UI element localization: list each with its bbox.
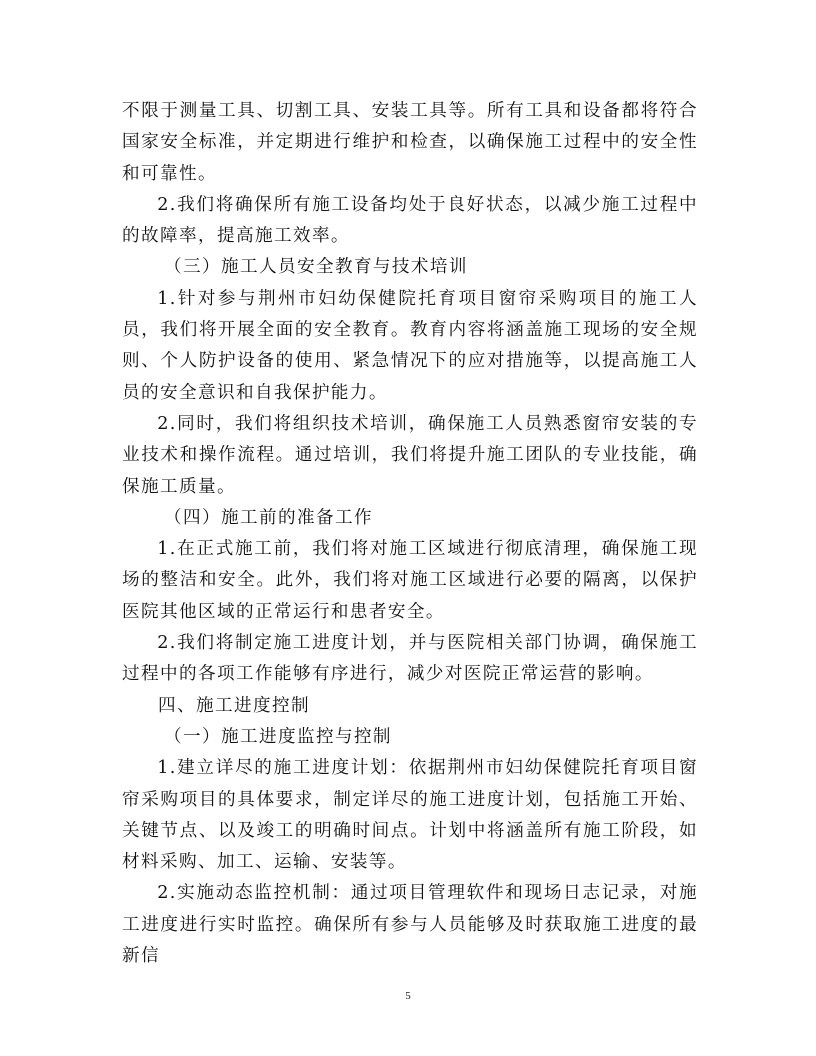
section-heading-progress-monitoring: （一）施工进度监控与控制: [164, 726, 392, 747]
paragraph-continuation: 不限于测量工具、切割工具、安装工具等。所有工具和设备都将符合国家安全标准，并定期进行维护和检查，以确保施工过程中的安全性和可靠性。: [122, 101, 698, 184]
paragraph-technical-training: 2.同时，我们将组织技术培训，确保施工人员熟悉窗帘安装的专业技术和操作流程。通过培训，我们将提升施工团队的专业技能，确保施工质量。: [122, 413, 698, 497]
paragraph-dynamic-monitoring: 2.实施动态监控机制：通过项目管理软件和现场日志记录，对施工进度进行实时监控。确保所有参与人员能够及时获取施工进度的最新信: [122, 883, 698, 967]
chapter-heading-progress-control: 四、施工进度控制: [158, 695, 310, 716]
page-number: 5: [405, 990, 411, 1002]
paragraph-equipment-condition: 2.我们将确保所有施工设备均处于良好状态，以减少施工过程中的故障率，提高施工效率。: [122, 194, 698, 247]
paragraph-detailed-plan: 1.建立详尽的施工进度计划：依据荆州市妇幼保健院托育项目窗帘采购项目的具体要求，制定详尽的施工进度计划，包括施工开始、关键节点、以及竣工的明确时间点。计划中将涵盖所有施工阶段，如材料采购、加工、运输、安装等。: [122, 758, 698, 873]
section-heading-preparation: （四）施工前的准备工作: [164, 507, 373, 528]
section-heading-safety-training: （三）施工人员安全教育与技术培训: [164, 257, 468, 278]
document-page: [122, 96, 698, 972]
paragraph-schedule-coordination: 2.我们将制定施工进度计划，并与医院相关部门协调，确保施工过程中的各项工作能够有序进行，减少对医院正常运营的影响。: [122, 633, 698, 685]
paragraph-site-cleanup: 1.在正式施工前，我们将对施工区域进行彻底清理，确保施工现场的整洁和安全。此外，我们将对施工区域进行必要的隔离，以保护医院其他区域的正常运行和患者安全。: [122, 539, 698, 622]
paragraph-safety-education: 1.针对参与荆州市妇幼保健院托育项目窗帘采购项目的施工人员，我们将开展全面的安全教育。教育内容将涵盖施工现场的安全规则、个人防护设备的使用、紧急情况下的应对措施等，以提高施工人员的安全意识和自我保护能力。: [122, 288, 698, 403]
